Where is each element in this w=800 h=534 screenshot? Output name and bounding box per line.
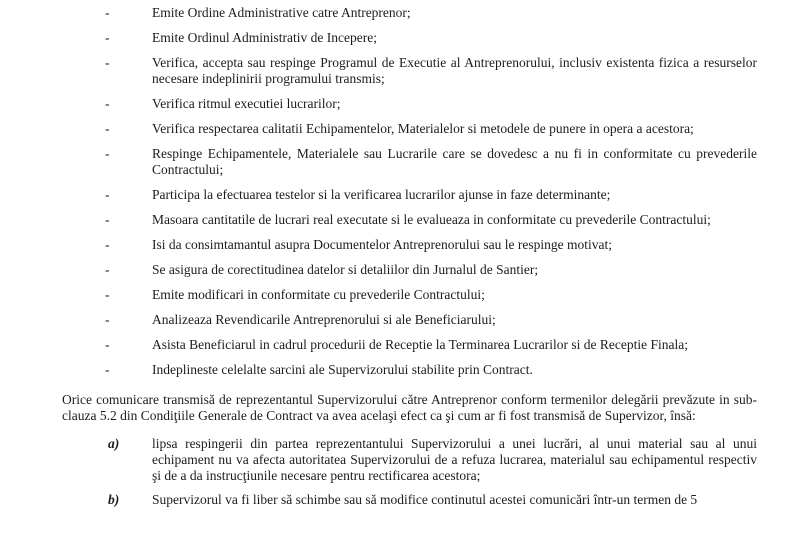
sub-item — [62, 492, 757, 508]
sub-item — [62, 436, 757, 484]
bullet-dash: - — [105, 55, 110, 70]
list-item-text: Emite modificari in conformitate cu prevederile Contractului; — [152, 287, 485, 302]
bullet-dash: - — [105, 187, 110, 202]
list-item-text: Isi da consimtamantul asupra Documentelor Antreprenorului sau le respinge motivat; — [152, 237, 613, 252]
bullet-dash: - — [105, 337, 110, 352]
list-item-text: Emite Ordine Administrative catre Antreprenor; — [152, 5, 411, 20]
bullet-dash: - — [105, 146, 110, 161]
paragraph: Orice comunicare transmisă de reprezentantul Supervizorului către Antreprenor conform termenilor delegării prevăzute in sub-clauza 5.2 din Condiţiile Generale de Contract va avea acelaşi efect ca şi cum ar fi fost transmisă de Supervizor, însă: — [62, 392, 757, 423]
list-item-text: Asista Beneficiarul in cadrul procedurii de Receptie la Terminarea Lucrarilor si de Receptie Finala; — [152, 337, 688, 352]
list-item-text: Verifica, accepta sau respinge Programul de Executie al Antreprenorului, inclusiv existenta fizica a resurselor necesare indeplinirii programului transmis; — [152, 55, 757, 86]
bullet-dash: - — [105, 312, 110, 327]
list-item — [62, 312, 757, 328]
list-item-text: Indeplineste celelalte sarcini ale Supervizorului stabilite prin Contract. — [152, 362, 533, 377]
bullet-dash: - — [105, 237, 110, 252]
bullet-dash: - — [105, 30, 110, 45]
bullet-dash: - — [105, 362, 110, 377]
list-item — [62, 362, 757, 378]
list-item — [62, 146, 757, 178]
list-item — [62, 212, 757, 228]
list-item-text: Analizeaza Revendicarile Antreprenorului si ale Beneficiarului; — [152, 312, 496, 327]
list-item-text: Masoara cantitatile de lucrari real executate si le evalueaza in conformitate cu prevederile Contractului; — [152, 212, 711, 227]
sub-item-marker: b) — [108, 492, 120, 507]
bullet-dash: - — [105, 287, 110, 302]
list-item-text: Emite Ordinul Administrativ de Incepere; — [152, 30, 377, 45]
bullet-dash: - — [105, 121, 110, 136]
bullet-dash: - — [105, 96, 110, 111]
list-item — [62, 5, 757, 21]
sub-item-marker: a) — [108, 436, 120, 451]
sub-item-text: Supervizorul va fi liber să schimbe sau să modifice continutul acestei comunicări într-un termen de 5 — [152, 492, 698, 507]
list-item — [62, 187, 757, 203]
bullet-dash: - — [105, 212, 110, 227]
list-item-text: Participa la efectuarea testelor si la verificarea lucrarilor ajunse in faze determinante; — [152, 187, 611, 202]
bullet-dash: - — [105, 5, 110, 20]
list-item — [62, 30, 757, 46]
list-item — [62, 262, 757, 278]
list-item — [62, 121, 757, 137]
list-item — [62, 55, 757, 87]
list-item — [62, 237, 757, 253]
list-item-text: Se asigura de corectitudinea datelor si detaliilor din Jurnalul de Santier; — [152, 262, 539, 277]
list-item — [62, 287, 757, 303]
list-item-text: Respinge Echipamentele, Materialele sau Lucrarile care se dovedesc a nu fi in conformitate cu prevederile Contractului; — [152, 146, 757, 177]
list-item-text: Verifica respectarea calitatii Echipamentelor, Materialelor si metodele de punere in opera a acestora; — [152, 121, 694, 136]
list-item — [62, 96, 757, 112]
bullet-dash: - — [105, 262, 110, 277]
list-item — [62, 337, 757, 353]
sub-item-text: lipsa respingerii din partea reprezentantului Supervizorului a unei lucrări, al unui material sau al unui echipament nu va afecta autoritatea Supervizorului de a refuza lucrarea, materialul sau echipamentul respectiv şi de a da instrucţiunile necesare pentru rectificarea acestora; — [152, 436, 757, 483]
list-item-text: Verifica ritmul executiei lucrarilor; — [152, 96, 341, 111]
